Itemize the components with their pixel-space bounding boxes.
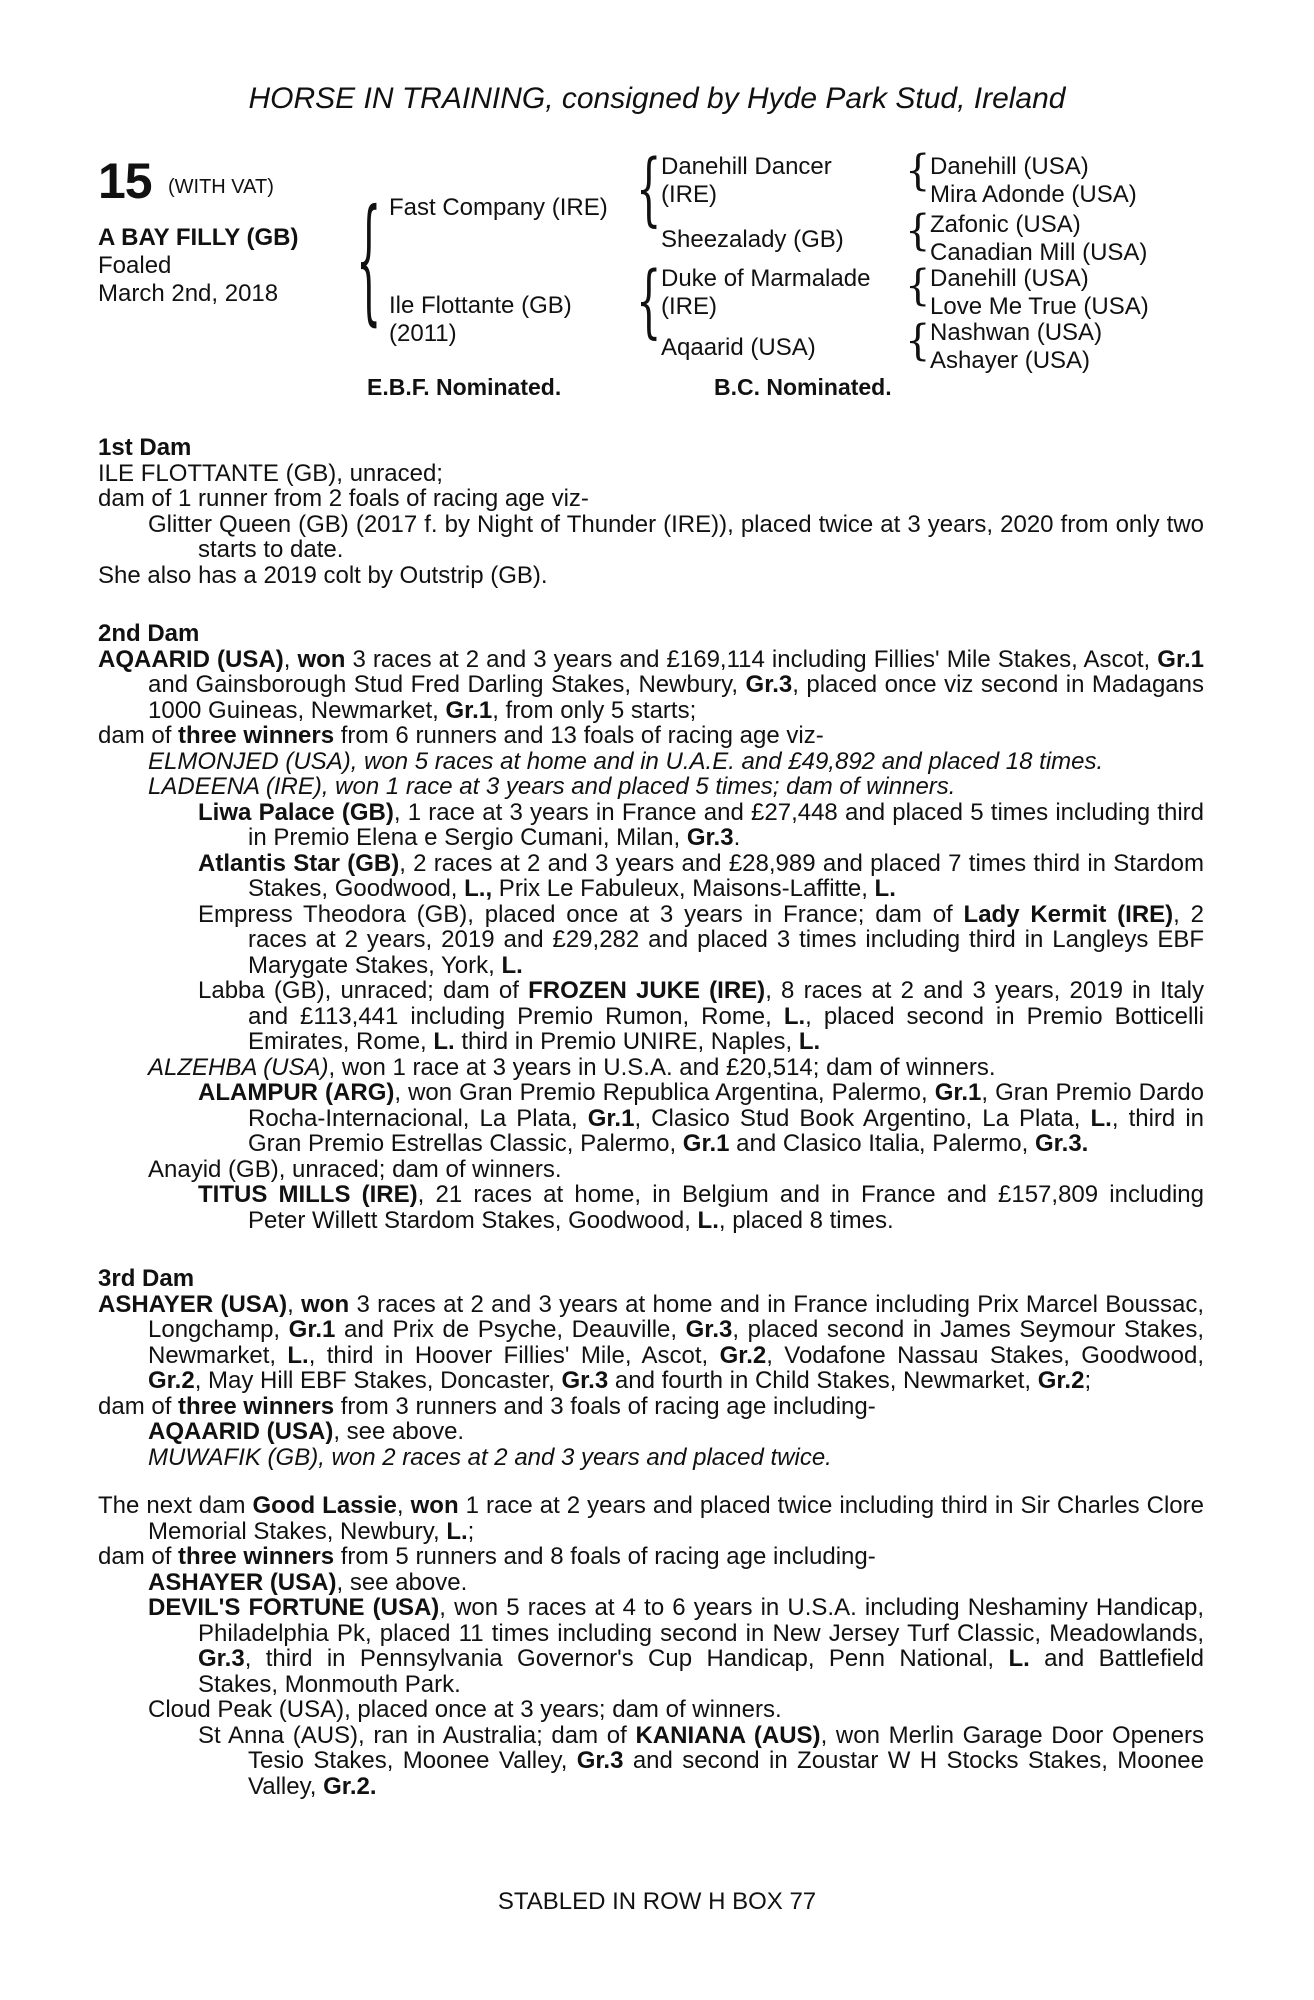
third-dam-entry: ASHAYER (USA), won 3 races at 2 and 3 years at home and in France including Prix Marcel Boussac, Longchamp, Gr.1 and Prix de Psyche, Deauville, Gr.3, placed second in James Seymour Stakes, Newmarket, L., third in Hoover Fillies' Mile, Ascot, Gr.2, Vodafone Nassau Stakes, Goodwood, Gr.2, May Hill EBF Stakes, Doncaster, Gr.3 and fourth in Child Stakes, Newmarket, Gr.2; (98, 1290, 1204, 1394)
pedigree-gg3: Danehill (USA) Love Me True (USA) (930, 265, 1149, 320)
produce-entry: Liwa Palace (GB), 1 race at 3 years in France and £27,448 and placed 5 times including third in Premio Elena e Sergio Cumani, Milan, Gr.3. (198, 798, 1204, 851)
pedigree-gg: Danehill (USA) Mira Adonde (USA) (930, 153, 1137, 208)
brace-g3: { (905, 261, 931, 311)
next-dam-produce: dam of three winners from 5 runners and 8 foals of racing age including- (98, 1543, 876, 1570)
pedigree-sire-sire: Danehill Dancer (IRE) (661, 153, 832, 208)
second-dam-entry: AQAARID (USA), won 3 races at 2 and 3 years and £169,114 including Fillies' Mile Stakes, Ascot, Gr.1 and Gainsborough Stud Fred Darling Stakes, Newbury, Gr.3, placed once viz second in Madagans 1000 Guineas, Newmarket, Gr.1, from only 5 starts; (98, 645, 1205, 724)
produce-entry: Labba (GB), unraced; dam of FROZEN JUKE (IRE), 8 races at 2 and 3 years, 2019 in Italy and £113,441 including Premio Rumon, Rome, L., placed second in Premio Botticelli Emirates, Rome, L. third in Premio UNIRE, Naples, L. (198, 977, 1204, 1055)
ebf-nominated: E.B.F. Nominated. (367, 374, 562, 400)
vat-note: (WITH VAT) (168, 176, 274, 198)
third-dam-produce: dam of three winners from 3 runners and 3 foals of racing age including- (98, 1392, 876, 1420)
foaled-date: March 2nd, 2018 (98, 280, 279, 307)
pedigree-dam-dam: Aqaarid (USA) (661, 334, 816, 361)
produce-entry: ASHAYER (USA), see above. (148, 1568, 468, 1596)
produce-entry: Empress Theodora (GB), placed once at 3 years in France; dam of Lady Kermit (IRE), 2 races at 2 years, 2019 and £29,282 and placed 3 times including third in Langleys EBF Marygate Stakes, York, L. (198, 900, 1204, 979)
produce-entry: Cloud Peak (USA), placed once at 3 years; dam of winners. (148, 1696, 782, 1723)
produce-entry: AQAARID (USA), see above. (148, 1418, 465, 1445)
stabled-location: STABLED IN ROW H BOX 77 (497, 1888, 817, 1915)
pedigree-gg2: Zafonic (USA) Canadian Mill (USA) (930, 211, 1148, 266)
first-dam-produce: dam of 1 runner from 2 foals of racing age viz- (98, 485, 589, 512)
pedigree-sire-dam: Sheezalady (GB) (661, 226, 844, 253)
pedigree-sire: Fast Company (IRE) (389, 194, 608, 221)
produce-entry: ALAMPUR (ARG), won Gran Premio Republica Argentina, Palermo, Gr.1, Gran Premio Dardo Rocha-Internacional, La Plata, Gr.1, Clasico Stud Book Argentino, La Plata, L., third in Gran Premio Estrellas Classic, Palermo, Gr.1 and Clasico Italia, Palermo, Gr.3. (198, 1079, 1204, 1157)
foaled-label: Foaled (98, 252, 172, 279)
brace-g4: { (905, 316, 931, 366)
produce-entry: Glitter Queen (GB) (2017 f. by Night of Thunder (IRE)), placed twice at 3 years, 2020 from only two starts to date. (148, 510, 1204, 563)
pedigree-gg4: Nashwan (USA) Ashayer (USA) (930, 319, 1103, 374)
pedigree-dam: Ile Flottante (GB) (2011) (389, 292, 572, 347)
produce-entry: TITUS MILLS (IRE), 21 races at home, in Belgium and in France and £157,809 including Peter Willett Stardom Stakes, Goodwood, L., placed 8 times. (198, 1181, 1205, 1234)
second-dam-produce: dam of three winners from 6 runners and 13 foals of racing age viz- (98, 722, 824, 749)
catalogue-body (98, 425, 1204, 1799)
produce-entry: Atlantis Star (GB), 2 races at 2 and 3 years and £28,989 and placed 7 times third in Stardom Stakes, Goodwood, L., Prix Le Fabuleux, Maisons-Laffitte, L. (198, 849, 1204, 902)
brace-g2: { (905, 206, 931, 256)
horse-description: A BAY FILLY (GB) (98, 224, 299, 251)
first-dam-note: She also has a 2019 colt by Outstrip (GB). (98, 561, 548, 589)
brace-sire-dam: { (356, 183, 382, 341)
second-dam-heading: 2nd Dam (98, 620, 200, 647)
first-dam-heading: 1st Dam (98, 434, 192, 461)
lot-number: 15 (98, 153, 152, 209)
bc-nominated: B.C. Nominated. (714, 374, 892, 400)
produce-entry: ALZEHBA (USA), won 1 race at 3 years in U.S.A. and £20,514; dam of winners. (148, 1053, 996, 1081)
foaled-info (98, 252, 278, 308)
produce-entry: MUWAFIK (GB), won 2 races at 2 and 3 years and placed twice. (148, 1443, 832, 1471)
produce-entry: St Anna (AUS), ran in Australia; dam of KANIANA (AUS), won Merlin Garage Door Openers Tesio Stakes, Moonee Valley, Gr.3 and second in Zoustar W H Stocks Stakes, Moonee Valley, Gr.2. (198, 1721, 1205, 1800)
page-title: HORSE IN TRAINING, consigned by Hyde Park Stud, Ireland (248, 82, 1066, 115)
pedigree-dam-sire: Duke of Marmalade (IRE) (661, 265, 871, 320)
brace-dam-parents: { (636, 256, 662, 348)
third-dam-heading: 3rd Dam (98, 1265, 195, 1292)
produce-entry: ELMONJED (USA), won 5 races at home and in U.A.E. and £49,892 and placed 18 times. (148, 747, 1104, 775)
brace-g1: { (905, 146, 931, 196)
produce-entry: DEVIL'S FORTUNE (USA), won 5 races at 4 to 6 years in U.S.A. including Neshaminy Handicap, Philadelphia Pk, placed 11 times including second in New Jersey Turf Classic, Meadowlands, Gr.3, third in Pennsylvania Governor's Cup Handicap, Penn National, L. and Battlefield Stakes, Monmouth Park. (148, 1594, 1204, 1698)
produce-entry: LADEENA (IRE), won 1 race at 3 years and placed 5 times; dam of winners. (148, 773, 956, 800)
next-dam-entry: The next dam Good Lassie, won 1 race at 2 years and placed twice including third in Sir Charles Clore Memorial Stakes, Newbury, L.; (98, 1492, 1204, 1545)
first-dam-line: ILE FLOTTANTE (GB), unraced; (98, 459, 443, 487)
brace-sire-parents: { (636, 144, 662, 236)
produce-entry: Anayid (GB), unraced; dam of winners. (148, 1155, 562, 1183)
